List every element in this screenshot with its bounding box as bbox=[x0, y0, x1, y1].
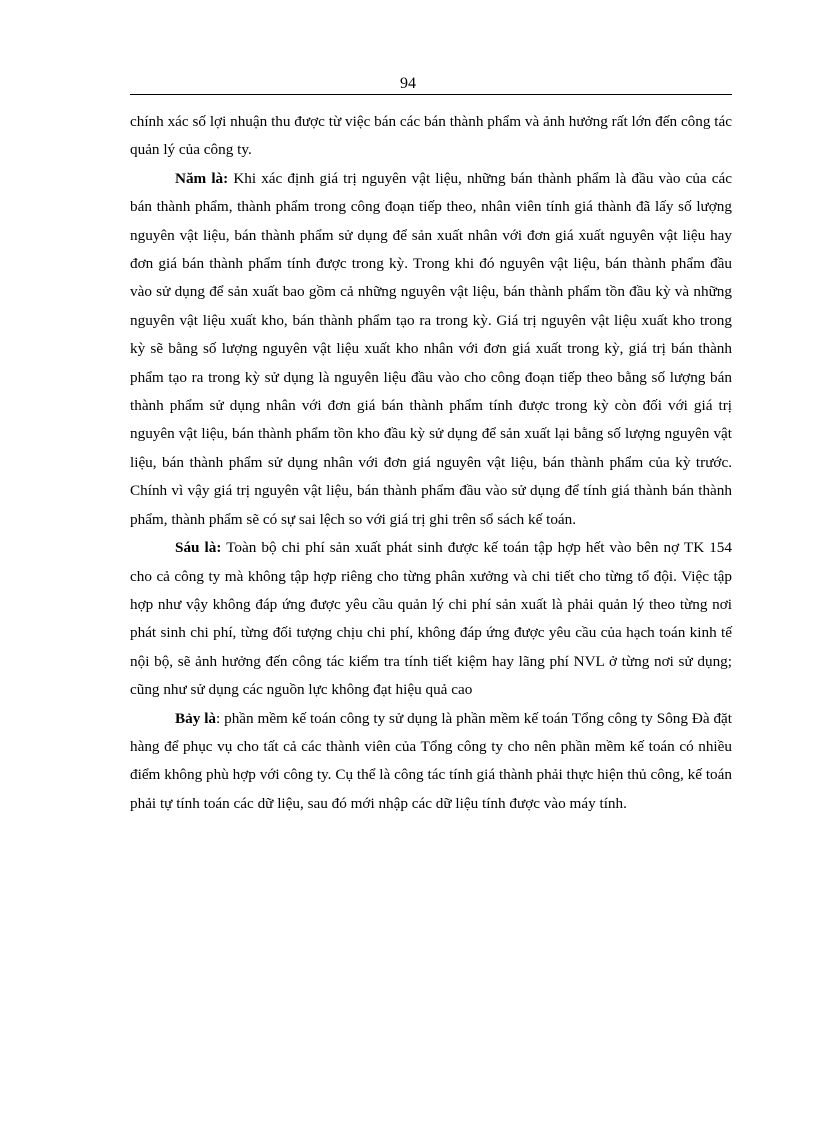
paragraph-lead: Sáu là: bbox=[175, 539, 222, 557]
paragraph-text: chính xác số lợi nhuận thu được từ việc bán các bán thành phẩm và ảnh hưởng rất lớn đến công tác quản lý của công ty. bbox=[130, 113, 732, 159]
paragraph-bay-la bbox=[130, 705, 732, 819]
header-rule bbox=[130, 94, 732, 95]
paragraph-text: Khi xác định giá trị nguyên vật liệu, những bán thành phẩm là đầu vào của các bán thành phẩm, thành phẩm trong công đoạn tiếp theo, nhân viên tính giá thành đã lấy số lượng nguyên vật liệu, bán thành phẩm sử dụng để sản xuất nhân với đơn giá xuất nguyên vật liệu hay đơn giá bán thành phẩm tính được trong kỳ. Trong khi đó nguyên vật liệu, bán thành phẩm đầu vào sử dụng để sản xuất bao gồm cả những nguyên vật liệu, bán thành phẩm tồn đầu kỳ và những nguyên vật liệu xuất kho, bán thành phẩm tạo ra trong kỳ. Giá trị nguyên vật liệu xuất kho trong kỳ sẽ bằng số lượng nguyên vật liệu xuất kho nhân với đơn giá xuất trong kỳ, giá trị bán thành phẩm tạo ra trong kỳ sử dụng là nguyên liệu đầu vào cho công đoạn tiếp theo bằng số lượng bán thành phẩm sử dụng nhân với đơn giá bán thành phẩm tính được trong kỳ còn đối với giá trị nguyên vật liệu, bán thành phẩm tồn kho đầu kỳ sử dụng để sản xuất lại bằng số lượng nguyên vật liệu, bán thành phẩm sử dụng nhân với đơn giá nguyên vật liệu, bán thành phẩm của kỳ trước. Chính vì vậy giá trị nguyên vật liệu, bán thành phẩm đầu vào sử dụng để tính giá thành bán thành phẩm, thành phẩm sẽ có sự sai lệch so với giá trị ghi trên sổ sách kế toán. bbox=[130, 169, 732, 528]
paragraph-sau-la bbox=[130, 534, 732, 704]
paragraph-nam-la bbox=[130, 165, 732, 534]
page-number: 94 bbox=[400, 75, 416, 92]
paragraph-text: : phần mềm kế toán công ty sử dụng là phần mềm kế toán Tổng công ty Sông Đà đặt hàng để phục vụ cho tất cả các thành viên của Tổng công ty cho nên phần mềm kế toán có nhiều điểm không phù hợp với công ty. Cụ thể là công tác tính giá thành phải thực hiện thủ công, kế toán phải tự tính toán các dữ liệu, sau đó mới nhập các dữ liệu tính được vào máy tính. bbox=[130, 709, 732, 812]
paragraph-text: Toàn bộ chi phí sản xuất phát sinh được kế toán tập hợp hết vào bên nợ TK 154 cho cả công ty mà không tập hợp riêng cho từng phân xưởng và chi tiết cho từng tổ đội. Việc tập hợp như vậy không đáp ứng được yêu cầu quản lý chi phí sản xuất là phải quản lý theo từng nơi phát sinh chi phí, từng đối tượng chịu chi phí, không đáp ứng được yêu cầu của hạch toán kinh tế nội bộ, sẽ ảnh hưởng đến công tác kiểm tra tính tiết kiệm hay lãng phí NVL ở từng nơi sử dụng; cũng như sử dụng các nguồn lực không đạt hiệu quả cao bbox=[130, 539, 732, 699]
paragraph-lead: Năm là: bbox=[175, 169, 229, 187]
document-body bbox=[130, 108, 732, 818]
paragraph-continuation bbox=[130, 108, 732, 165]
paragraph-lead: Bảy là bbox=[175, 709, 217, 727]
